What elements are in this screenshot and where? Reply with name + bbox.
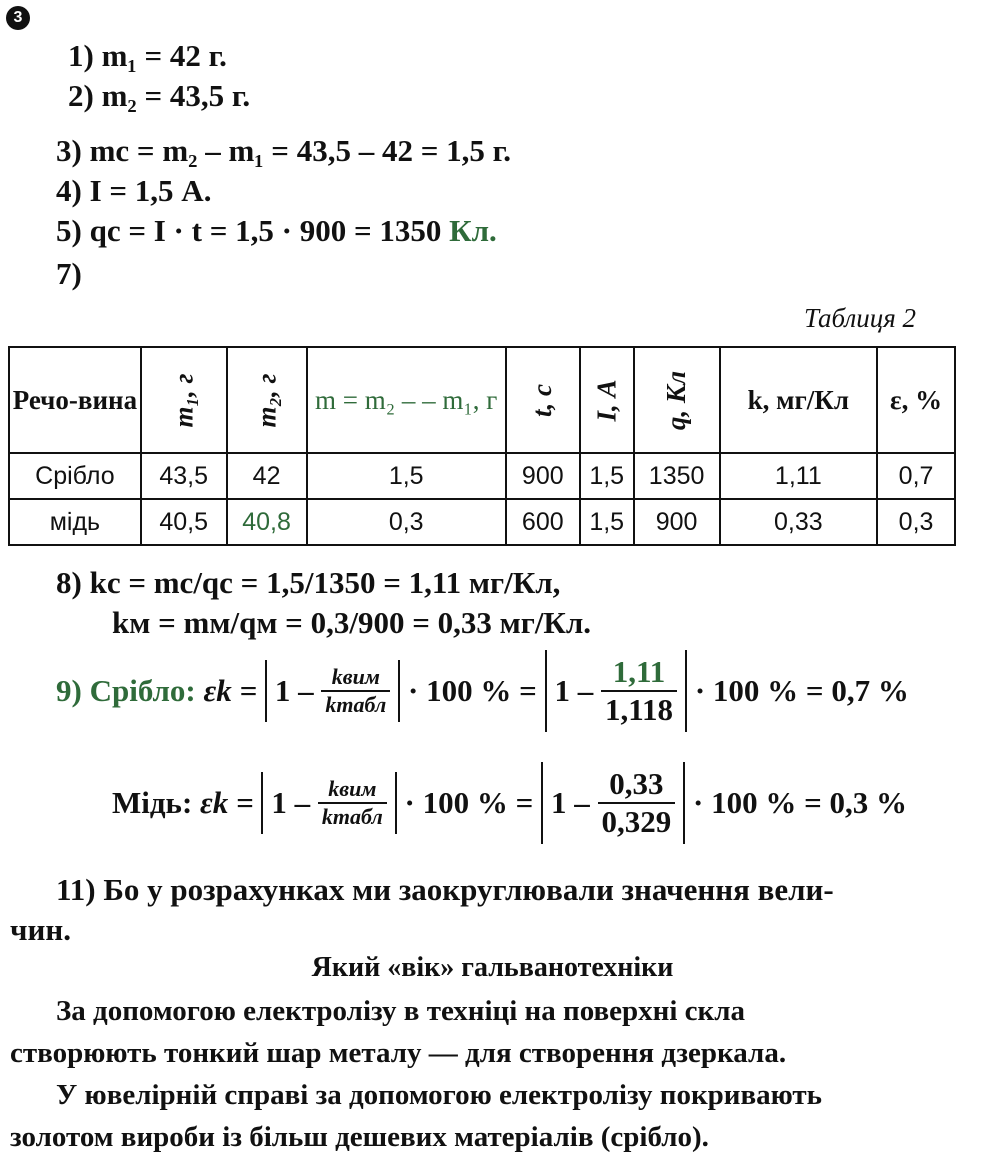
silver-numerator: 1,11 [601, 654, 677, 692]
copper-numerator: 0,33 [598, 766, 676, 804]
k-measured: kвим [321, 664, 390, 692]
cell-m1: 43,5 [141, 453, 227, 499]
paragraph-1-line2: створюють тонкий шар металу — для створення дзеркала. [10, 1037, 787, 1069]
header-m: m = m₂ – – m₁, г [307, 347, 506, 453]
one-minus-values: 1 – [554, 673, 594, 708]
abs-expression [261, 772, 396, 834]
cell-k: 1,11 [720, 453, 878, 499]
step-9-silver [56, 650, 909, 732]
step-2: 2) m₂ = 43,5 г. [68, 78, 251, 113]
step-9-copper [112, 762, 907, 844]
silver-denominator: 1,118 [605, 692, 674, 727]
cell-k: 0,33 [720, 499, 878, 545]
copper-denominator: 0,329 [601, 804, 672, 839]
table-header-row [9, 347, 955, 453]
cell-i: 1,5 [580, 453, 634, 499]
step-11-line1: 11) Бо у розрахунках ми заокруглювали значення вели- [56, 872, 834, 907]
paragraph-2-line1: У ювелірній справі за допомогою електролізу покривають [56, 1079, 823, 1111]
paragraph-1-line1: За допомогою електролізу в техніці на поверхні скла [56, 995, 746, 1027]
step-5-unit: Кл. [449, 213, 497, 248]
k-measured: kвим [318, 776, 387, 804]
cell-m1: 40,5 [141, 499, 227, 545]
cell-i: 1,5 [580, 499, 634, 545]
paragraph-2-line2: золотом вироби із більш дешевих матеріалів (срібло). [10, 1121, 709, 1153]
abs-values [541, 762, 685, 844]
step-8-silver: 8) kс = mс/qс = 1,5/1350 = 1,11 мг/Кл, [56, 565, 561, 600]
step-number-badge: 3 [6, 6, 30, 30]
header-q: q, Кл [634, 347, 720, 453]
cell-q: 1350 [634, 453, 720, 499]
copper-result: · 100 % = 0,3 % [693, 785, 908, 820]
silver-label: 9) Срібло: [56, 673, 196, 708]
header-m1: m₁, г [141, 347, 227, 453]
header-m2: m₂, г [227, 347, 307, 453]
cell-substance: мідь [9, 499, 141, 545]
times-100: · 100 % = [404, 785, 534, 820]
one-minus: 1 – [274, 673, 314, 708]
epsilon-symbol: εk = [203, 673, 258, 708]
cell-m2: 42 [227, 453, 307, 499]
step-1: 1) m₁ = 42 г. [68, 38, 227, 73]
value-fraction [598, 766, 676, 840]
cell-m2: 40,8 [227, 499, 307, 545]
step-11-line2: чин. [10, 912, 71, 947]
abs-values [545, 650, 688, 732]
silver-result: · 100 % = 0,7 % [694, 673, 909, 708]
value-fraction [601, 654, 677, 728]
cell-q: 900 [634, 499, 720, 545]
step-5-text: 5) qс = I · t = 1,5 · 900 = 1350 [56, 213, 450, 248]
step-3: 3) mс = m₂ – m₁ = 43,5 – 42 = 1,5 г. [56, 133, 511, 168]
cell-t: 600 [506, 499, 580, 545]
table-caption: Таблиця 2 [804, 303, 917, 333]
k-table: kтабл [325, 692, 387, 717]
ratio-fraction [318, 776, 387, 830]
ratio-fraction [321, 664, 390, 718]
section-heading: Який «вік» гальванотехніки [311, 952, 674, 983]
header-k: k, мг/Кл [720, 347, 878, 453]
step-4: 4) I = 1,5 А. [56, 173, 212, 208]
step-8-copper: kм = mм/qм = 0,3/900 = 0,33 мг/Кл. [112, 605, 592, 640]
results-table [8, 346, 956, 546]
header-i: I, А [580, 347, 634, 453]
step-7: 7) [56, 256, 82, 291]
header-t: t, с [506, 347, 580, 453]
times-100: · 100 % = [408, 673, 537, 708]
table-row [9, 499, 955, 545]
step-5 [56, 213, 497, 249]
header-substance: Речо-вина [9, 347, 141, 453]
header-eps: ε, % [877, 347, 955, 453]
cell-substance: Срібло [9, 453, 141, 499]
abs-expression [265, 660, 400, 722]
one-minus-values: 1 – [551, 785, 590, 820]
k-table: kтабл [321, 804, 383, 829]
table-row [9, 453, 955, 499]
cell-eps: 0,7 [877, 453, 955, 499]
one-minus: 1 – [271, 785, 311, 820]
cell-eps: 0,3 [877, 499, 955, 545]
cell-m: 1,5 [307, 453, 506, 499]
cell-m: 0,3 [307, 499, 506, 545]
cell-t: 900 [506, 453, 580, 499]
copper-label: Мідь: [112, 785, 193, 820]
epsilon-symbol: εk = [200, 785, 254, 820]
